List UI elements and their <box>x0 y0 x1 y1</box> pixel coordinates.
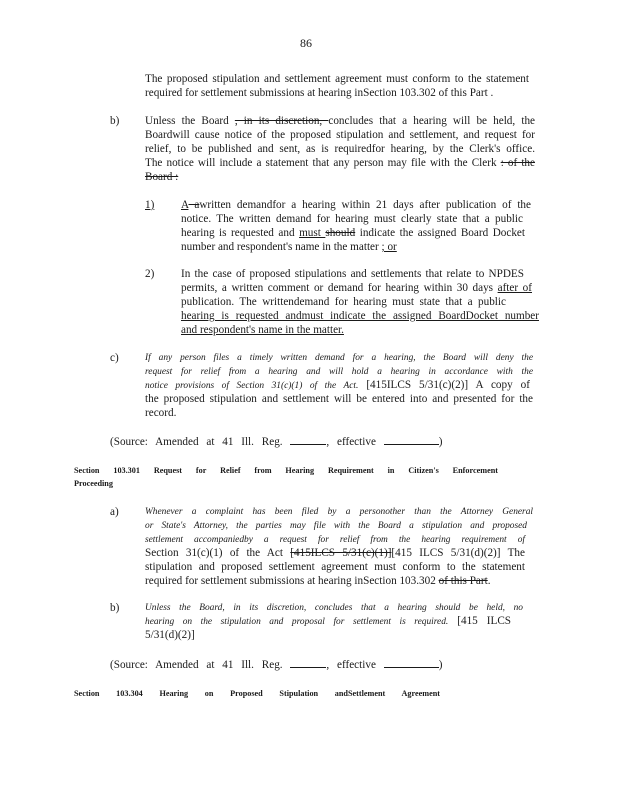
paragraph-line <box>181 199 531 212</box>
inserted-text: publication. The writtendemand for hearing must state that a public <box>181 296 506 308</box>
section-heading: Section 103.304 Hearing on Proposed Stipulation andSettlement Agreement <box>74 689 440 698</box>
paragraph-line: In the case of proposed stipulations and settlements that relate to NPDES <box>181 268 524 280</box>
deleted-text: : of the <box>500 157 535 169</box>
source-note <box>110 434 442 449</box>
deleted-text: should <box>325 227 356 239</box>
item-label-1: 1) <box>145 199 155 211</box>
paragraph-line: If any person files a timely written demand for a hearing, the Board will deny the <box>145 353 533 363</box>
item-label-a: a) <box>110 506 119 518</box>
text-run: hearing is requested and <box>181 227 300 239</box>
paragraph-line: Whenever a complaint has been filed by a personother than the Attorney General <box>145 507 533 517</box>
text-run: indicate the assigned Board Docket <box>355 227 526 239</box>
paragraph-line <box>145 379 530 393</box>
text-run: permits, a written comment or demand for hearing within 30 days <box>181 282 498 294</box>
paragraph-line: The proposed stipulation and settlement agreement must conform to the statement <box>145 73 529 85</box>
text-run: The notice will include a statement that any person may file with the Clerk <box>145 157 501 169</box>
text-run: [415 ILCS <box>448 615 512 627</box>
paragraph-line <box>181 296 506 309</box>
blank-line <box>384 434 439 445</box>
text-run: Unless the Board <box>145 115 235 127</box>
text-run: required for settlement submissions at hearing inSection 103.302 <box>145 575 439 587</box>
paragraph-line <box>181 241 397 254</box>
text-run: [415ILCS 5/31(c)(2)] A copy of <box>358 379 530 391</box>
text-run: Section 31(c)(1) of the Act <box>145 547 291 559</box>
section-heading: Proceeding <box>74 479 113 488</box>
paragraph-line: Boardwill cause notice of the proposed stipulation and settlement, and request for <box>145 129 535 141</box>
paragraph-line: request for relief from a hearing and will hold a hearing in accordance with the <box>145 367 533 377</box>
item-label-c: c) <box>110 352 119 364</box>
inserted-text: and respondent's name in the matter. <box>181 324 344 336</box>
paragraph-line: settlement accompaniedby a request for relief from the hearing requirement of <box>145 535 525 545</box>
text-run: notice provisions of Section 31(c)(1) of the Act. <box>145 381 359 391</box>
blank-line <box>290 657 326 668</box>
source-note <box>110 657 442 672</box>
text-run: . <box>487 575 491 587</box>
text-run: hearing on the stipulation and proposal for settlement is required. <box>145 617 449 627</box>
paragraph-line <box>181 282 532 295</box>
page-number: 86 <box>300 36 312 50</box>
item-label-b: b) <box>110 602 120 614</box>
text-run: number and respondent's name in the matter <box>181 241 382 253</box>
paragraph-line: notice. The written demand for hearing must clearly state that a public <box>181 213 523 225</box>
deleted-text: , in its discretion, <box>234 115 329 127</box>
paragraph-line: record. <box>145 407 177 419</box>
text-run: , effective <box>326 436 376 448</box>
text-run: [415 ILCS 5/31(d)(2)] The <box>391 547 525 559</box>
paragraph-line: the proposed stipulation and settlement will be entered into and presented for the <box>145 393 533 405</box>
paragraph-line: stipulation and proposed settlement agreement must conform to the statement <box>145 561 525 573</box>
item-label-2: 2) <box>145 268 155 280</box>
deleted-text: a <box>188 199 200 211</box>
blank-line <box>384 657 439 668</box>
inserted-text: A <box>181 199 189 211</box>
paragraph-line <box>145 547 525 560</box>
inserted-text: ; or <box>381 241 397 253</box>
paragraph-line: required for settlement submissions at hearing inSection 103.302 of this Part . <box>145 87 494 99</box>
text-run: written demandfor a hearing within 21 days after publication of the <box>199 199 531 211</box>
deleted-text: of this Part <box>438 575 488 587</box>
inserted-text: hearing is requested andmust indicate the assigned BoardDocket number <box>181 310 539 322</box>
item-label-b: b) <box>110 115 120 127</box>
inserted-text: must <box>299 227 326 239</box>
text-run: ) <box>438 659 443 671</box>
section-heading: Section 103.301 Request for Relief from Hearing Requirement in Citizen's Enforcement <box>74 466 498 475</box>
text-run: concludes that a hearing will be held, the <box>328 115 535 127</box>
blank-line <box>290 434 326 445</box>
paragraph-line: Unless the Board, in its discretion, concludes that a hearing should be held, no <box>145 603 523 613</box>
deleted-text: [415ILCS 5/31(c)(1)] <box>290 547 392 559</box>
paragraph-line: 5/31(d)(2)] <box>145 629 195 641</box>
paragraph-line <box>145 115 535 128</box>
text-run: (Source: Amended at 41 Ill. Reg. <box>110 659 283 671</box>
text-run: , effective <box>326 659 376 671</box>
inserted-text: after of <box>497 282 532 294</box>
paragraph-line <box>145 575 491 588</box>
text-run: ) <box>438 436 443 448</box>
text-run: (Source: Amended at 41 Ill. Reg. <box>110 436 283 448</box>
paragraph-line: or State's Attorney, the parties may file with the Board a stipulation and proposed <box>145 521 527 531</box>
paragraph-line <box>181 227 525 240</box>
deleted-text: Board : <box>145 171 179 183</box>
paragraph-line: relief, to be published and sent, as is requiredfor hearing, by the Clerk's office. <box>145 143 535 155</box>
paragraph-line <box>145 615 511 629</box>
paragraph-line <box>145 157 535 170</box>
